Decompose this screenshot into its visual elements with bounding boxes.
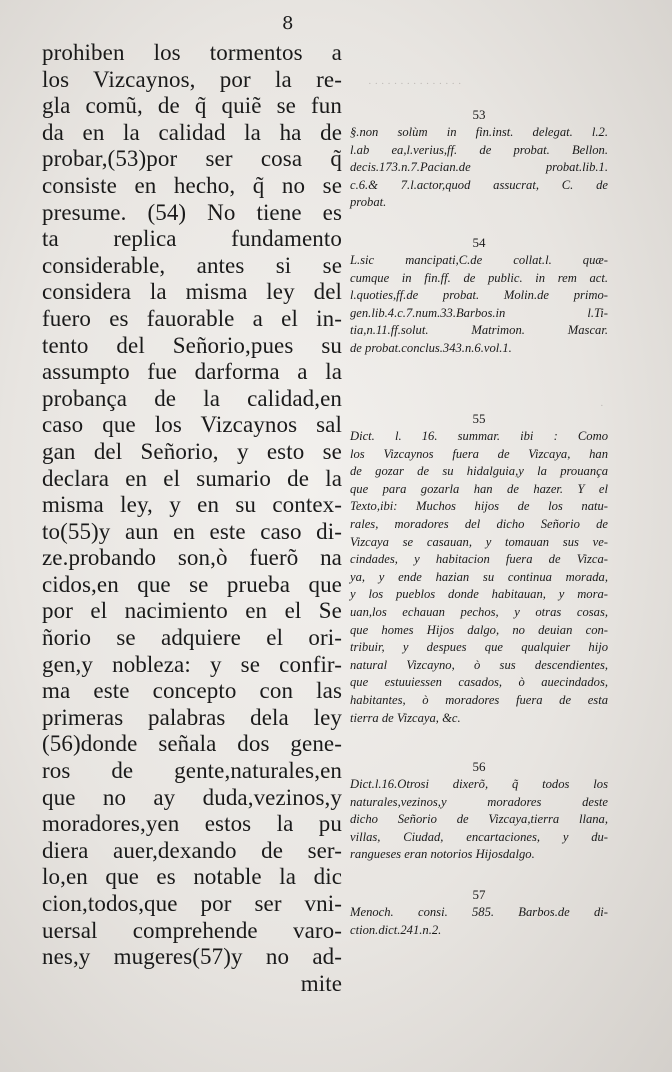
note-line: tribuir, y despues que qualquier hijo [350, 640, 608, 655]
bleed-through-text: · [600, 400, 604, 412]
note-line: L.sic mancipati,C.de collat.l. quæ- [350, 253, 608, 267]
note-number: 55 [472, 411, 486, 426]
note-line: que para gozarla han de hazer. Y el [350, 481, 608, 496]
note-line: cumque in fin.ff. de public. in rem act. [350, 270, 608, 285]
marginal-note [350, 888, 608, 939]
marginal-note [350, 236, 608, 358]
note-line: dicho Señorio de Vizcaya,tierra llana, [350, 812, 608, 827]
main-text-line: ros de gente,naturales,en [42, 758, 342, 784]
main-text-line: probança de la calidad,en [42, 385, 342, 411]
main-text-line: lo,en que es notable la dic [42, 864, 342, 890]
note-line: tia,n.11.ff.solut. Matrimon. Mascar. [350, 323, 608, 338]
main-text-line: consiste en hecho, q̃ no se [42, 172, 342, 198]
main-text-line: los Vizcaynos, por la re- [42, 66, 342, 92]
main-text-line: ze.probando son,ò fuerõ na [42, 545, 342, 571]
note-line: Vizcaya se casauan, y tomauan sus ve- [350, 534, 608, 549]
note-line: que homes Hijos dalgo, no deuian con- [350, 622, 608, 637]
main-text-line: gan del Señorio, y esto se [42, 438, 342, 464]
note-line: habitantes, ò moradores fuera de esta [350, 692, 608, 707]
note-line: villas, Ciudad, encartaciones, y du- [350, 829, 608, 844]
main-text-line: cidos,en que se prueba que [42, 571, 342, 597]
note-line: l.ab ea,l.verius,ff. de probat. Bellon. [350, 142, 608, 157]
main-text-line: declara en el sumario de la [42, 465, 342, 491]
note-line: de gozar de su hidalguia,y la prouança [350, 464, 608, 479]
main-text-line: primeras palabras dela ley [42, 704, 342, 730]
note-line: que estuuiessen casados, ò auecindados, [350, 675, 608, 690]
main-text-line: assumpto fue darforma a la [42, 359, 342, 385]
note-number: 53 [472, 107, 486, 122]
main-text-line: diera auer,dexando de ser- [42, 837, 342, 863]
main-text-line: tento del Señorio,pues su [42, 332, 342, 358]
main-text-line: ñorio se adquiere el ori- [42, 625, 342, 651]
main-text-line: probar,(53)por ser cosa q̃ [42, 146, 342, 172]
main-text-line: ta replica fundamento [42, 226, 342, 252]
main-text-line: prohiben los tormentos a [42, 40, 342, 65]
note-number: 56 [472, 759, 486, 774]
note-line: gen.lib.4.c.7.num.33.Barbos.in l.Ti- [350, 305, 608, 320]
note-line: l.quoties,ff.de probat. Molin.de primo- [350, 288, 608, 303]
main-text-line: uersal comprehende varo- [42, 917, 342, 943]
note-line: rales, moradores del dicho Señorio de [350, 516, 608, 531]
note-line: naturales,vezinos,y moradores deste [350, 794, 608, 809]
note-line: cindades, y habitacion fuera de Vizca- [350, 552, 608, 567]
note-line: Dict.l.16.Otrosi dixerõ, q̃ todos los [350, 777, 608, 791]
main-text-line: (56)donde señala dos gene- [42, 731, 342, 757]
note-line: tierra de Vizcaya, &c. [350, 710, 461, 725]
note-line: Menoch. consi. 585. Barbos.de di- [350, 905, 608, 919]
main-text-line: moradores,yen estos la pu [42, 811, 342, 837]
main-text-line: presume. (54) No tiene es [42, 199, 342, 225]
bleed-through-text: · · · · · · · · · · · · · · · [368, 78, 462, 90]
note-line: Texto,ibi: Muchos hijos de los natu- [350, 499, 608, 514]
main-text-line: to(55)y aun en este caso di- [42, 518, 342, 544]
marginal-note [350, 412, 608, 727]
main-text-line: considerable, antes si se [42, 252, 342, 278]
marginal-note [350, 108, 608, 212]
note-line: Dict. l. 16. summar. ibi : Como [350, 429, 608, 443]
main-text-line: fuero es fauorable a el in- [42, 305, 342, 331]
main-text-line: gen,y nobleza: y se confir- [42, 651, 342, 677]
note-line: los Vizcaynos fuera de Vizcaya, han [350, 446, 608, 461]
main-text-line: que no ay duda,vezinos,y [42, 784, 342, 810]
note-number: 57 [472, 887, 486, 902]
marginal-note [350, 760, 608, 864]
note-line: ya, y ende hazian su continua morada, [350, 569, 608, 584]
note-line: y los pueblos donde habitauan, y mora- [350, 587, 608, 602]
note-number: 54 [472, 235, 486, 250]
note-line: §.non solùm in fin.inst. delegat. l.2. [350, 125, 608, 139]
main-text-line: misma ley, y en su contex- [42, 492, 342, 518]
main-text-line: gla comũ, de q̃ quiẽ se fun [42, 93, 342, 119]
main-text-line: mite [300, 970, 342, 996]
note-line: c.6.& 7.l.actor,quod assucrat, C. de [350, 177, 608, 192]
note-line: natural Vizcayno, ò sus descendientes, [350, 657, 608, 672]
note-line: decis.173.n.7.Pacian.de probat.lib.1. [350, 160, 608, 175]
note-line: probat. [350, 195, 387, 210]
note-line: de probat.conclus.343.n.6.vol.1. [350, 340, 512, 355]
main-text-line: da en la calidad la ha de [42, 119, 342, 145]
page-number: 8 [282, 13, 294, 34]
main-text-line: por el nacimiento en el Se [42, 598, 342, 624]
main-text-line: cion,todos,que por ser vni- [42, 891, 342, 916]
main-text-column [42, 40, 342, 997]
note-line: ction.dict.241.n.2. [350, 922, 442, 937]
note-line: ranguеses eran notorios Hijosdalgo. [350, 847, 535, 862]
main-text-line: nes,y mugeres(57)y no ad- [42, 944, 342, 970]
main-text-line: ma este concepto con las [42, 678, 342, 704]
note-line: uan,los echauan pechos, y otras cosas, [350, 604, 608, 619]
main-text-line: considera la misma ley del [42, 279, 342, 305]
main-text-line: caso que los Vizcaynos sal [42, 412, 342, 438]
